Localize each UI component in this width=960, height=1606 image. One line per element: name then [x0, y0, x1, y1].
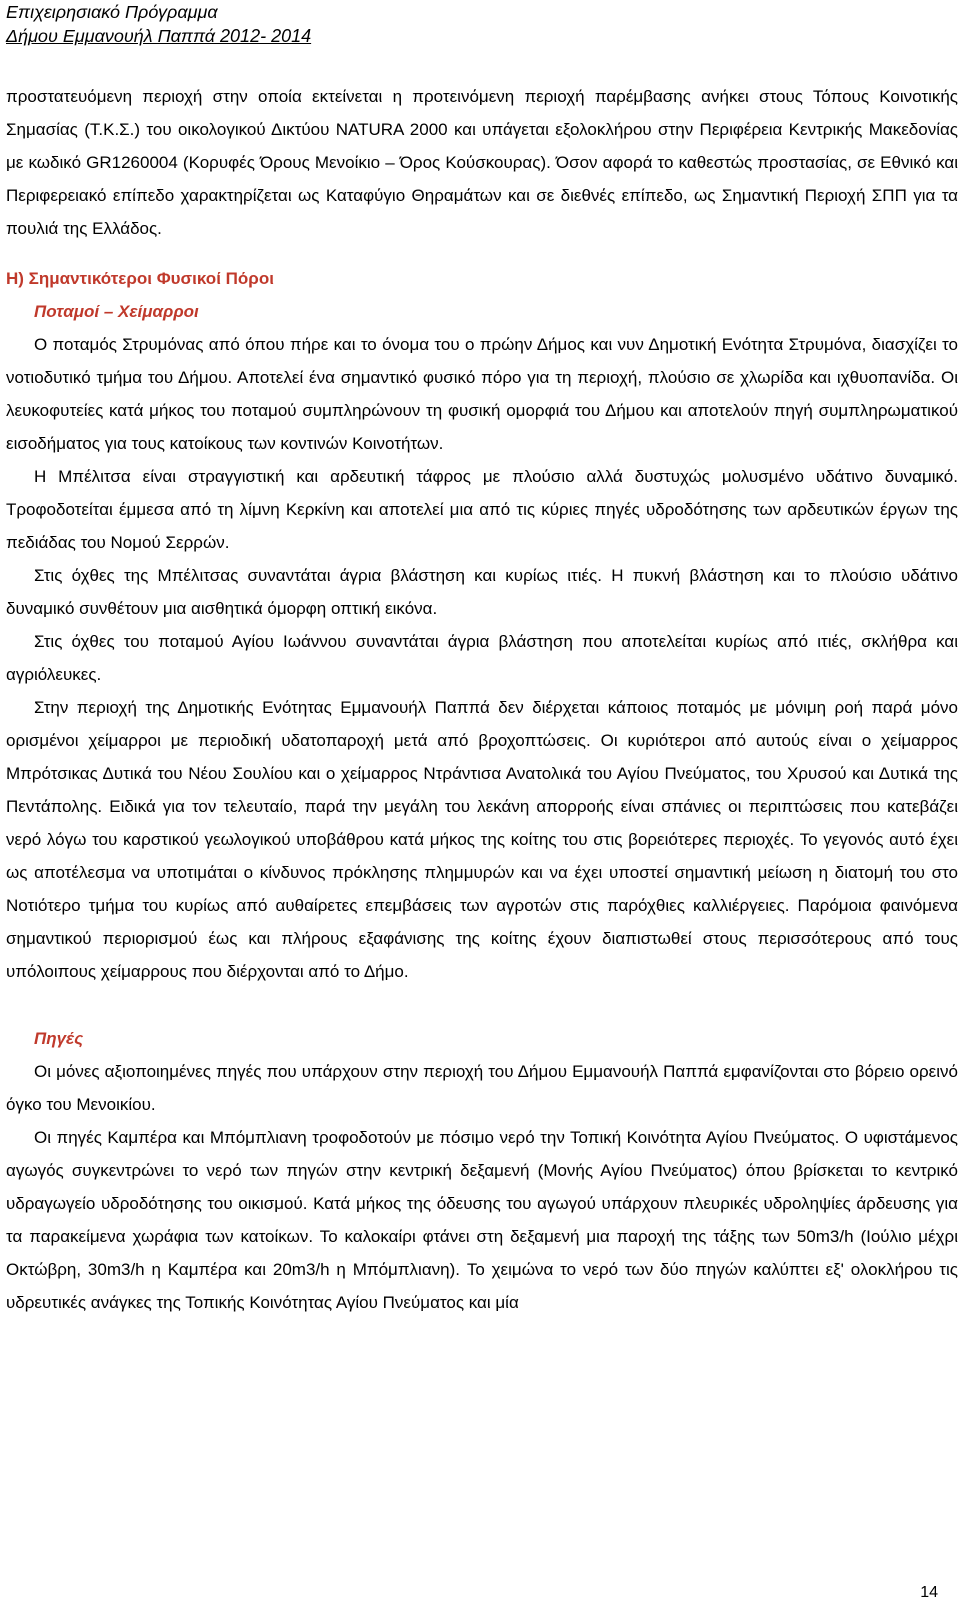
- document-header: [6, 0, 311, 48]
- rivers-paragraph: Η Μπέλιτσα είναι στραγγιστική και αρδευτική τάφρος με πλούσιο αλλά δυστυχώς μολυσμένο υδάτινο δυναμικό. Τροφοδοτείται έμμεσα από τη λίμνη Κερκίνη και αποτελεί μια από τις κύριες πηγές υδροδότησης των αρδευτικών έργων της πεδιάδας του Νομού Σερρών.: [6, 467, 958, 552]
- header-title: Επιχειρησιακό Πρόγραμμα: [6, 2, 218, 22]
- page-number: 14: [920, 1584, 938, 1601]
- springs-paragraph: Οι πηγές Καμπέρα και Μπόμπλιανη τροφοδοτούν με πόσιμο νερό την Τοπική Κοινότητα Αγίου Πνεύματος. Ο υφιστάμενος αγωγός συγκεντρώνει το νερό των πηγών στην κεντρική δεξαμενή (Μονής Αγίου Πνεύματος) όπου βρίσκεται το κεντρικό υδραγωγείο υδροδότησης του οικισμού. Κατά μήκος της όδευσης του αγωγού υπάρχουν πλευρικές υδροληψίες άρδευσης για τα παρακείμενα χωράφια των κατοίκων. Το καλοκαίρι φτάνει στη δεξαμενή μια παροχή της τάξης των 50m3/h (Ιούλιο μέχρι Οκτώβρη, 30m3/h η Καμπέρα και 20m3/h η Μπόμπλιανη). Το χειμώνα το νερό των δύο πηγών καλύπτει εξ' ολοκλήρου τις υδρευτικές ανάγκες της Τοπικής Κοινότητας Αγίου Πνεύματος και μία: [6, 1128, 958, 1312]
- springs-subheading: Πηγές: [34, 1029, 84, 1048]
- rivers-paragraph: Στην περιοχή της Δημοτικής Ενότητας Εμμανουήλ Παππά δεν διέρχεται κάποιος ποταμός με μόνιμη ροή παρά μόνο ορισμένοι χείμαρροι με περιοδική υδατοπαροχή μετά από βροχοπτώσεις. Οι κυριότεροι από αυτούς είναι ο χείμαρρος Μπρότσικας Δυτικά του Νέου Σουλίου και ο χείμαρρος Ντράντισα Ανατολικά του Αγίου Πνεύματος, του Χρυσού και Δυτικά της Πεντάπολης. Ειδικά για τον τελευταίο, παρά την μεγάλη του λεκάνη απορροής είναι σπάνιες οι περιπτώσεις που κατεβάζει νερό λόγω του καρστικού γεωλογικού υποβάθρου κατά μήκος της κοίτης του στις βορειότερες περιοχές. Το γεγονός αυτό έχει ως αποτέλεσμα να υποτιμάται ο κίνδυνος πρόκλησης πλημμυρών και να έχει υποστεί σημαντική μείωση η διατομή του στο Νοτιότερο τμήμα του κυρίως από αυθαίρετες επεμβάσεις των αγροτών στις παρόχθιες καλλιέργειες. Παρόμοια φαινόμενα σημαντικού περιορισμού έως και πλήρους εξαφάνισης της κοίτης έχουν διαπιστωθεί στους περισσότερους από τους υπόλοιπους χείμαρρους που διέρχονται από το Δήμο.: [6, 698, 958, 981]
- rivers-paragraph: Στις όχθες της Μπέλιτσας συναντάται άγρια βλάστηση και κυρίως ιτιές. Η πυκνή βλάστηση και το πλούσιο υδάτινο δυναμικό συνθέτουν μια αισθητικά όμορφη οπτική εικόνα.: [6, 566, 958, 618]
- rivers-subheading: Ποταμοί – Χείμαρροι: [34, 302, 199, 321]
- rivers-paragraph: Στις όχθες του ποταμού Αγίου Ιωάννου συναντάται άγρια βλάστηση που αποτελείται κυρίως από ιτιές, σκλήθρα και αγριόλευκες.: [6, 632, 958, 684]
- document-body: [6, 80, 958, 1319]
- header-subtitle: Δήμου Εμμανουήλ Παππά 2012- 2014: [6, 26, 312, 46]
- section-heading: Η) Σημαντικότεροι Φυσικοί Πόροι: [6, 269, 274, 288]
- rivers-paragraph: Ο ποταμός Στρυμόνας από όπου πήρε και το όνομα του ο πρώην Δήμος και νυν Δημοτική Ενότητα Στρυμόνα, διασχίζει το νοτιοδυτικό τμήμα του Δήμου. Αποτελεί ένα σημαντικό φυσικό πόρο για τη περιοχή, πλούσιο σε χλωρίδα και ιχθυοπανίδα. Οι λευκοφυτείες κατά μήκος του ποταμού συμπληρώνουν τη φυσική ομορφιά του Δήμου και αποτελούν πηγή συμπληρωματικού εισοδήματος για τους κατοίκους των κοντινών Κοινοτήτων.: [6, 335, 958, 453]
- intro-paragraph: προστατευόμενη περιοχή στην οποία εκτείνεται η προτεινόμενη περιοχή παρέμβασης ανήκει στους Τόπους Κοινοτικής Σημασίας (Τ.Κ.Σ.) του οικολογικού Δικτύου NATURA 2000 και υπάγεται εξολοκλήρου στην Περιφέρεια Κεντρικής Μακεδονίας με κωδικό GR1260004 (Κορυφές Όρους Μενοίκιο – Όρος Κούσκουρας). Όσον αφορά το καθεστώς προστασίας, σε Εθνικό και Περιφερειακό επίπεδο χαρακτηρίζεται ως Καταφύγιο Θηραμάτων και σε διεθνές επίπεδο, ως Σημαντική Περιοχή ΣΠΠ για τα πουλιά της Ελλάδος.: [6, 87, 958, 238]
- springs-paragraph: Οι μόνες αξιοποιημένες πηγές που υπάρχουν στην περιοχή του Δήμου Εμμανουήλ Παππά εμφανίζονται στο βόρειο ορεινό όγκο του Μενοικίου.: [6, 1062, 958, 1114]
